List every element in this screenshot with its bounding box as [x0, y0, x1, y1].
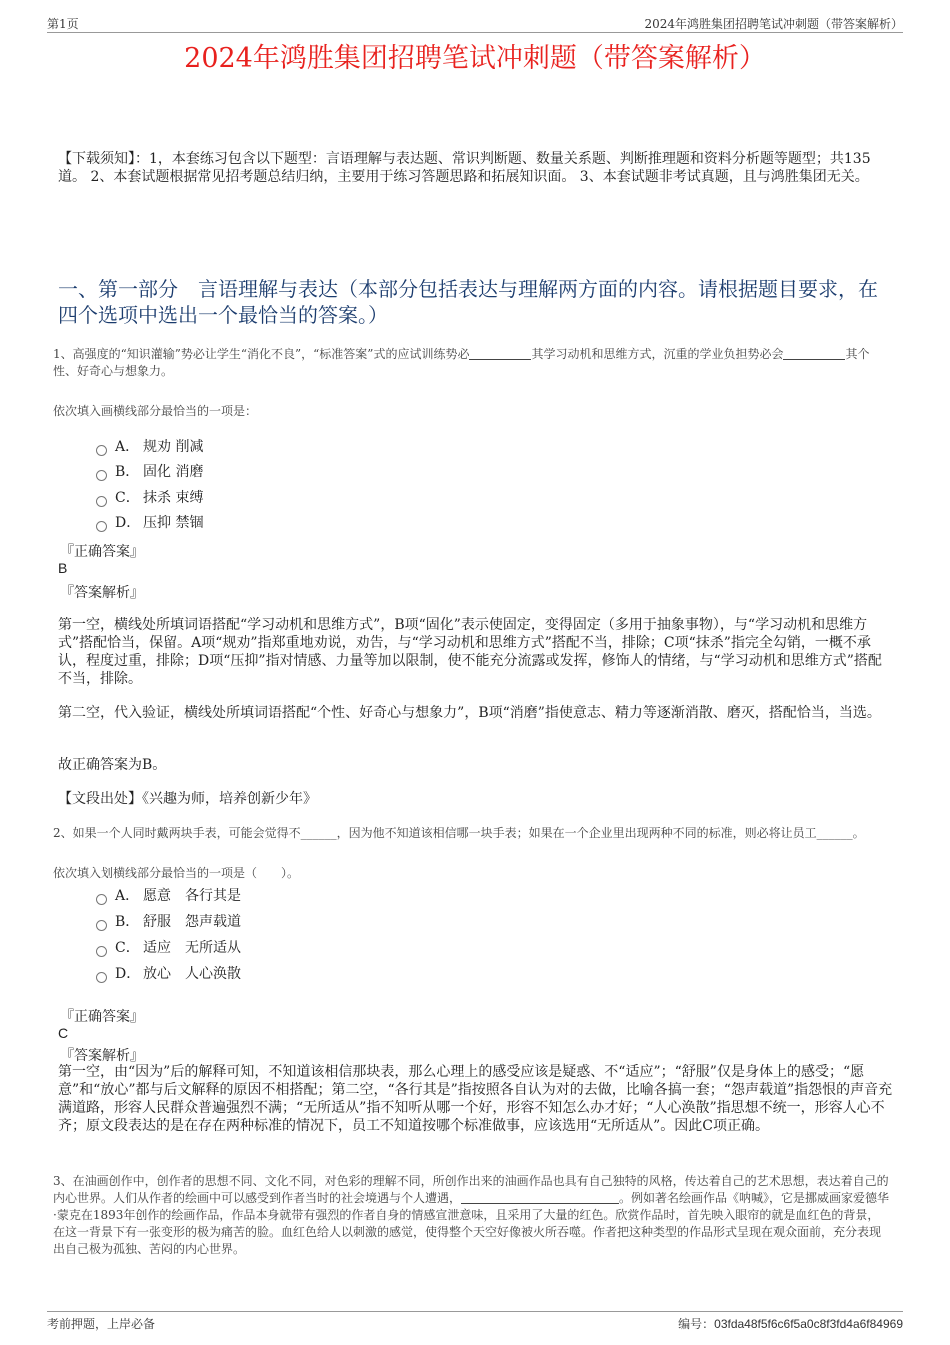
radio-icon[interactable]	[96, 920, 107, 931]
section-heading: 一、第一部分 言语理解与表达（本部分包括表达与理解两方面的内容。请根据题目要求，在四个选项中选出一个最恰当的答案。）	[58, 277, 878, 327]
q2-answer: C	[58, 1025, 69, 1041]
radio-icon[interactable]	[96, 496, 107, 507]
download-notice: 【下载须知】：1，本套练习包含以下题型：言语理解与表达题、常识判断题、数量关系题、判断推理题和资料分析题等题型；共135道。 2、本套试题根据常见招考题总结归纳，主要用于练习答题思路和拓展知识面。 3、本套试题非考试真题，且与鸿胜集团无关。	[58, 151, 871, 185]
analysis-label: 『答案解析』	[60, 585, 144, 601]
q1-option-c[interactable]: C． 抹杀 束缚	[96, 489, 203, 507]
radio-icon[interactable]	[96, 445, 107, 456]
q2-option-b[interactable]: B． 舒服 怨声载道	[96, 913, 241, 931]
header-doc-title: 2024年鸿胜集团招聘笔试冲刺题（带答案解析）	[644, 17, 903, 31]
q1-source: 【文段出处】《兴趣为师，培养创新少年》	[58, 791, 317, 807]
blank-1	[469, 346, 531, 360]
analysis-label: 『答案解析』	[60, 1048, 144, 1064]
question-1-instruction: 依次填入画横线部分最恰当的一项是：	[53, 404, 258, 418]
correct-answer-label: 『正确答案』	[60, 544, 144, 560]
correct-answer-label: 『正确答案』	[60, 1009, 144, 1025]
q1-conclusion: 故正确答案为B。	[58, 757, 167, 773]
page-header	[47, 14, 903, 33]
q1-option-a[interactable]: A． 规劝 削减	[96, 438, 203, 456]
radio-icon[interactable]	[96, 972, 107, 983]
blank-2	[783, 346, 845, 360]
page-number: 第1页	[47, 17, 79, 31]
question-2-text: 2、如果一个人同时戴两块手表，可能会觉得不______，因为他不知道该相信哪一块手表；如果在一个企业里出现两种不同的标准，则必将让员工______。	[53, 826, 865, 840]
q2-option-a[interactable]: A． 愿意 各行其是	[96, 887, 241, 905]
q1-option-b[interactable]: B． 固化 消磨	[96, 463, 203, 481]
q2-analysis: 第一空，由“因为”后的解释可知，不知道该相信那块表，那么心理上的感受应该是疑惑、不“适应”；“舒服”仅是身体上的感受；“愿意”和“放心”都与后文解释的原因不相搭配；第二空，“各行其是”指按照各自认为对的去做，比喻各搞一套；“怨声载道”指怨恨的声音充满道路，形容人民群众普遍强烈不满；“无所适从”指不知听从哪一个好，形容不知怎么办才好；“人心涣散”指思想不统一，形容人心不齐；原文段表达的是在存在两种标准的情况下，员工不知道按哪个标准做事，应该选用“无所适从”。因此C项正确。	[58, 1064, 893, 1134]
question-3-text: 3、在油画创作中，创作者的思想不同、文化不同，对色彩的理解不同，所创作出来的油画作品也具有自己独特的风格，传达着自己的艺术思想，表达着自己的内心世界。人们从作者的绘画中可以感受到作者当时的社会境遇与个人遭遇， 。例如著名绘画作品《呐喊》，它是挪威画家爱德华·蒙克在1893年创作的绘画作品，作品本身就带有强烈的作者自身的情感宣泄意味，且采用了大量的红色。欣赏作品时，首先映入眼帘的就是血红色的背景，在这一背景下有一张变形的极为痛苦的脸。血红色给人以刺激的感觉，使得整个天空好像被火所吞噬。作者把这种类型的作品形式呈现在观众面前，充分表现出自己极为孤独、苦闷的内心世界。	[53, 1174, 890, 1256]
q1-answer: B	[58, 560, 68, 576]
q1-option-d[interactable]: D． 压抑 禁锢	[96, 514, 203, 532]
radio-icon[interactable]	[96, 470, 107, 481]
q2-option-d[interactable]: D． 放心 人心涣散	[96, 965, 241, 983]
radio-icon[interactable]	[96, 946, 107, 957]
q2-option-c[interactable]: C． 适应 无所适从	[96, 939, 241, 957]
page-footer	[47, 1311, 903, 1334]
blank-3	[461, 1190, 619, 1204]
radio-icon[interactable]	[96, 894, 107, 905]
q1-analysis-1: 第一空，横线处所填词语搭配“学习动机和思维方式”，B项“固化”表示使固定，变得固定（多用于抽象事物），与“学习动机和思维方式”搭配恰当，保留。A项“规劝”指郑重地劝说，劝告，与“学习动机和思维方式”搭配不当，排除；C项“抹杀”指完全勾销，一概不承认，程度过重，排除；D项“压抑”指对情感、力量等加以限制，使不能充分流露或发挥，修饰人的情绪，与“学习动机和思维方式”搭配不当，排除。	[58, 617, 882, 687]
footer-code: 编号：03fda48f5f6c6f5a0c8f3fd4a6f84969	[678, 1317, 903, 1331]
q1-analysis-2: 第二空，代入验证，横线处所填词语搭配“个性、好奇心与想象力”，B项“消磨”指使意志、精力等逐渐消散、磨灭，搭配恰当，当选。	[58, 705, 881, 721]
radio-icon[interactable]	[96, 521, 107, 532]
question-1-text: 1、高强度的“知识灌输”势必让学生“消化不良”，“标准答案”式的应试训练势必 其学习动机和思维方式，沉重的学业负担势必会 其个性、好奇心与想象力。	[53, 347, 870, 378]
footer-slogan: 考前押题，上岸必备	[47, 1317, 156, 1331]
page-title: 2024年鸿胜集团招聘笔试冲刺题（带答案解析）	[184, 43, 766, 74]
question-2-instruction: 依次填入划横线部分最恰当的一项是（ ）。	[53, 866, 300, 880]
